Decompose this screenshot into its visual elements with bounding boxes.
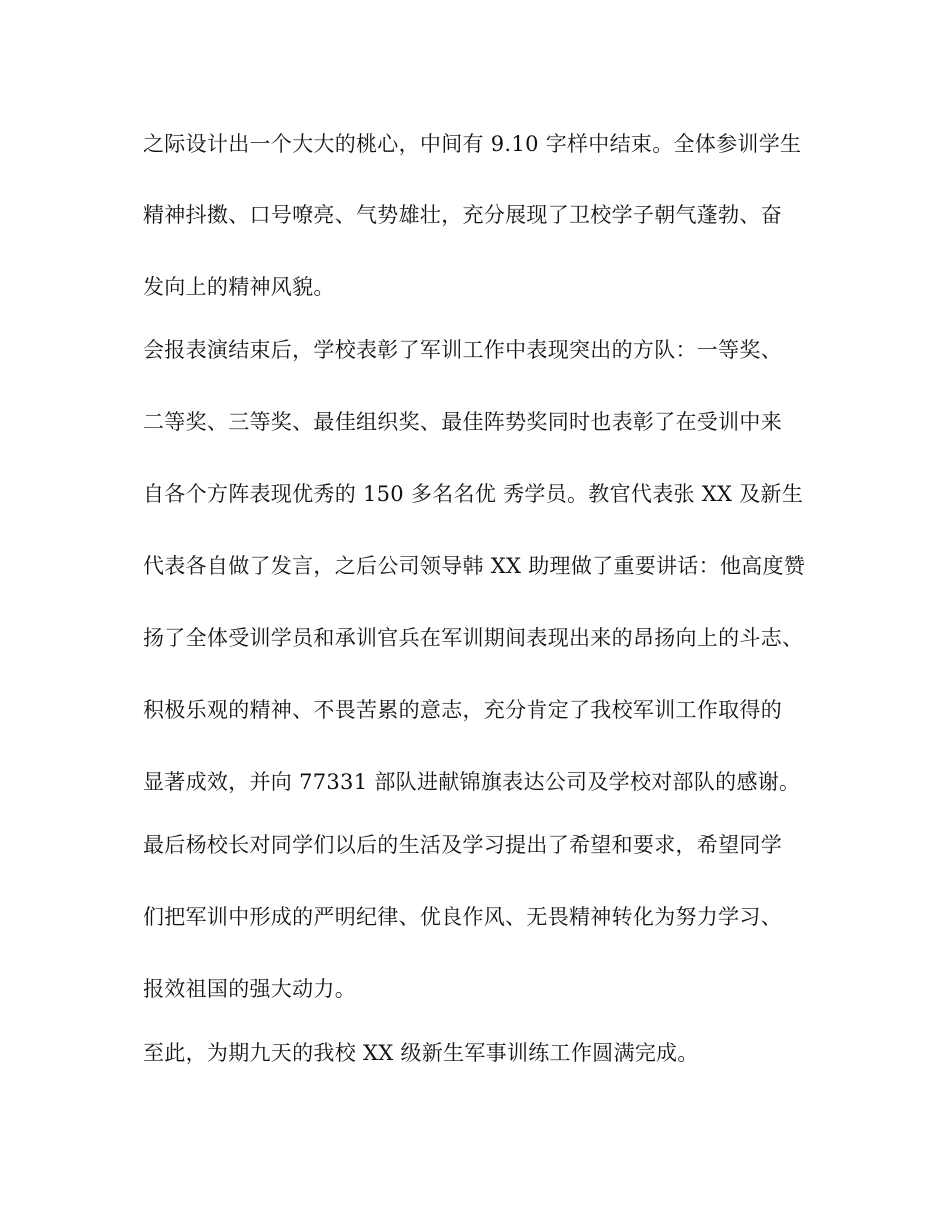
text-line-13: 报效祖国的强大动力。: [143, 977, 356, 1001]
text-line-7: 代表各自做了发言，之后公司领导韩 XX 助理做了重要讲话：他高度赞: [143, 554, 806, 578]
text-line-11: 最后杨校长对同学们以后的生活及学习提出了希望和要求，希望同学: [143, 833, 782, 857]
text-line-4: 会报表演结束后，学校表彰了军训工作中表现突出的方队：一等奖、: [143, 338, 782, 362]
text-line-6: 自各个方阵表现优秀的 150 多名名优 秀学员。教官代表张 XX 及新生: [143, 482, 804, 506]
text-line-9: 积极乐观的精神、不畏苦累的意志，充分肯定了我校军训工作取得的: [143, 698, 782, 722]
text-line-14: 至此，为期九天的我校 XX 级新生军事训练工作圆满完成。: [143, 1041, 699, 1065]
text-line-10: 显著成效，并向 77331 部队进献锦旗表达公司及学校对部队的感谢。: [143, 770, 801, 794]
text-line-12: 们把军训中形成的严明纪律、优良作风、无畏精神转化为努力学习、: [143, 905, 782, 929]
text-line-5: 二等奖、三等奖、最佳组织奖、最佳阵势奖同时也表彰了在受训中来: [143, 410, 782, 434]
text-line-3: 发向上的精神风貌。: [143, 275, 335, 299]
text-line-2: 精神抖擞、口号嘹亮、气势雄壮，充分展现了卫校学子朝气蓬勃、奋: [143, 203, 782, 227]
text-line-1: 之际设计出一个大大的桃心，中间有 9.10 字样中结束。全体参训学生: [143, 132, 802, 156]
text-line-8: 扬了全体受训学员和承训官兵在军训期间表现出来的昂扬向上的斗志、: [143, 626, 804, 650]
